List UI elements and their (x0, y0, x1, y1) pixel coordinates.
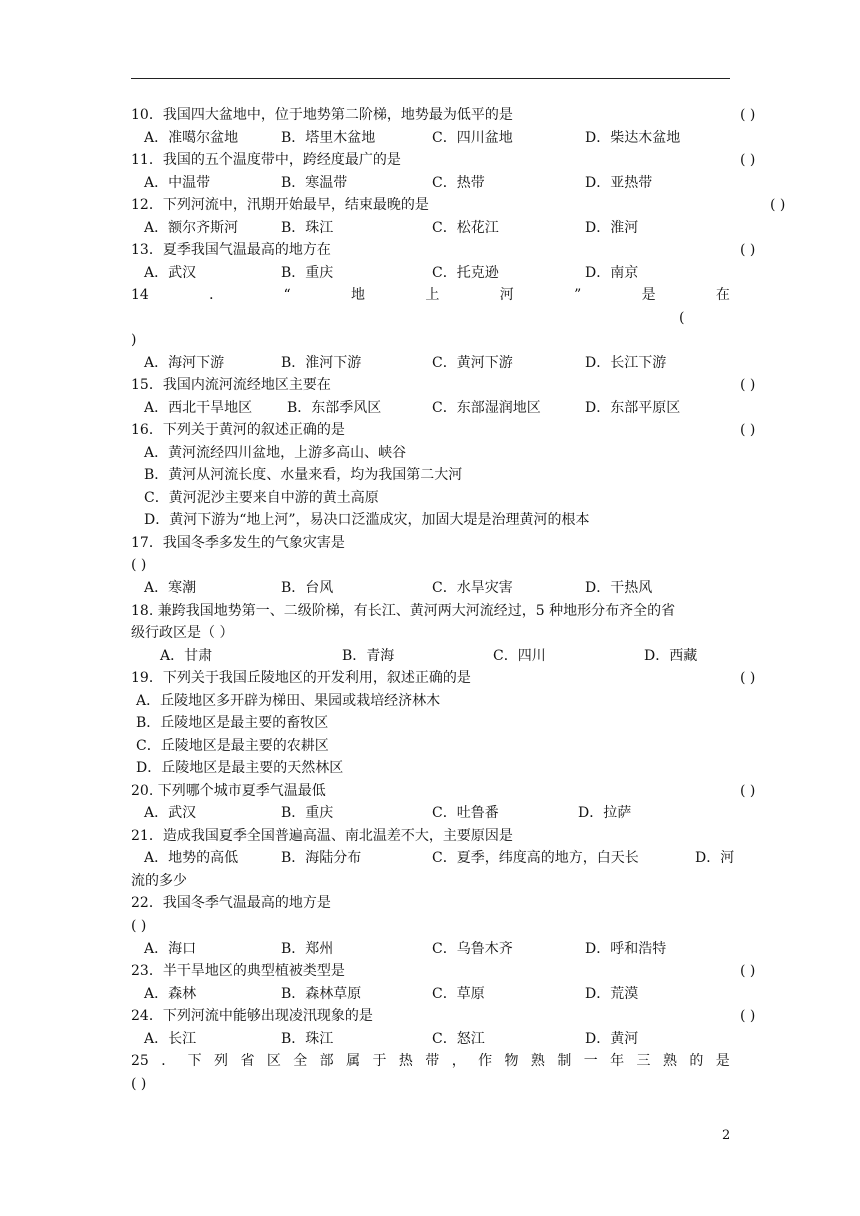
option-d: D．西藏 (644, 648, 698, 664)
question-23-stem: 23．半干旱地区的典型植被类型是 (131, 963, 345, 979)
question-19-stem: 19．下列关于我国丘陵地区的开发利用，叙述正确的是 (131, 670, 471, 686)
question-11-stem: 11．我国的五个温度带中，跨经度最广的是 (131, 152, 401, 168)
question-23-options (131, 983, 731, 1005)
option-d: D．亚热带 (585, 175, 653, 191)
question-21-stem: 21．造成我国夏季全国普遍高温、南北温差不大，主要原因是 (131, 828, 513, 844)
option-d: D．荒漠 (585, 986, 639, 1002)
option-b: B．珠江 (281, 1031, 334, 1047)
option-a: A．西北干旱地区 (144, 400, 253, 416)
question-22-options (131, 938, 731, 960)
question-24-options (131, 1028, 731, 1050)
question-22-stem: 22．我国冬季气温最高的地方是 (131, 895, 331, 911)
option-b: B．海陆分布 (281, 850, 362, 866)
option-a: A．海河下游 (144, 355, 225, 371)
option-d: D．呼和浩特 (585, 941, 667, 957)
option-b: B．郑州 (281, 941, 334, 957)
question-10-options (131, 127, 731, 149)
option-c: C．黄河泥沙主要来自中游的黄土高原 (144, 490, 379, 506)
option-b: B．森林草原 (281, 986, 362, 1002)
option-c: C．四川 (493, 648, 546, 664)
option-b: B．黄河从河流长度、水量来看，均为我国第二大河 (144, 467, 463, 483)
question-12-options (131, 217, 731, 239)
option-c: C．东部湿润地区 (432, 400, 541, 416)
option-d: D．拉萨 (578, 805, 632, 821)
question-15-stem: 15．我国内流河流经地区主要在 (131, 377, 331, 393)
question-13-stem: 13．夏季我国气温最高的地方在 (131, 242, 331, 258)
answer-bracket-close: ) (131, 332, 137, 348)
question-12-stem: 12．下列河流中，汛期开始最早，结束最晚的是 (131, 197, 429, 213)
option-d-continued: 流的多少 (131, 873, 187, 889)
question-17-options (131, 577, 731, 599)
question-11-options (131, 172, 731, 194)
answer-bracket: ( ) (740, 783, 756, 799)
option-b: B．东部季风区 (287, 400, 382, 416)
option-a: A．武汉 (144, 805, 197, 821)
answer-bracket: ( ) (740, 107, 756, 123)
option-d: D．黄河 (585, 1031, 639, 1047)
question-18-stem-line2: 级行政区是（ ） (131, 625, 234, 641)
option-c: C．热带 (432, 175, 485, 191)
option-d: D．黄河下游为“地上河”，易决口泛滥成灾，加固大堤是治理黄河的根本 (144, 512, 590, 528)
option-b: B．淮河下游 (281, 355, 362, 371)
option-a: A．武汉 (144, 265, 197, 281)
header-rule (131, 78, 730, 79)
option-d: D．丘陵地区是最主要的天然林区 (136, 760, 344, 776)
question-20-options (131, 802, 731, 824)
option-d: D．淮河 (585, 220, 639, 236)
answer-bracket: ( ) (740, 422, 756, 438)
option-c: C．乌鲁木齐 (432, 941, 513, 957)
question-14-options (131, 352, 731, 374)
option-b: B．青海 (342, 648, 395, 664)
option-c: C．吐鲁番 (432, 805, 499, 821)
option-c: C．水旱灾害 (432, 580, 513, 596)
page-number: 2 (722, 1128, 731, 1143)
option-a: A．黄河流经四川盆地，上游多高山、峡谷 (144, 445, 407, 461)
option-c: C．夏季，纬度高的地方，白天长 (432, 850, 639, 866)
answer-bracket: ( ) (131, 918, 147, 934)
option-b: B．丘陵地区是最主要的畜牧区 (136, 715, 329, 731)
option-d: D．河 (695, 850, 735, 866)
option-c: C．四川盆地 (432, 130, 513, 146)
option-a: A．长江 (144, 1031, 197, 1047)
option-a: A．寒潮 (144, 580, 197, 596)
option-d: D．干热风 (585, 580, 653, 596)
answer-bracket: ( ) (740, 1008, 756, 1024)
question-18-options (131, 645, 731, 667)
option-a: A．中温带 (144, 175, 211, 191)
question-10-stem: 10．我国四大盆地中，位于地势第二阶梯，地势最为低平的是 (131, 107, 513, 123)
option-a: A．丘陵地区多开辟为梯田、果园或栽培经济林木 (136, 693, 441, 709)
question-20-stem: 20. 下列哪个城市夏季气温最低 (131, 783, 326, 799)
question-21-options (131, 847, 735, 869)
answer-bracket: ( ) (740, 670, 756, 686)
option-d: D．南京 (585, 265, 639, 281)
option-a: A．甘肃 (160, 648, 213, 664)
question-18-stem-line1: 18. 兼跨我国地势第一、二级阶梯，有长江、黄河两大河流经过，5 种地形分布齐全的省 (131, 603, 676, 619)
question-13-options (131, 262, 731, 284)
answer-bracket-open: ( (679, 310, 685, 326)
question-25-stem: 25 ． 下 列 省 区 全 部 属 于 热 带 ， 作 物 熟 制 一 年 三 熟 的 是 (131, 1053, 730, 1069)
option-a: A．准噶尔盆地 (144, 130, 239, 146)
option-b: B．塔里木盆地 (281, 130, 376, 146)
option-b: B．寒温带 (281, 175, 348, 191)
option-c: C．草原 (432, 986, 485, 1002)
option-d: D．东部平原区 (585, 400, 681, 416)
option-a: A．海口 (144, 941, 197, 957)
answer-bracket: ( ) (131, 1076, 147, 1092)
answer-bracket: ( ) (770, 197, 786, 213)
question-17-stem: 17．我国冬季多发生的气象灾害是 (131, 535, 345, 551)
option-c: C．托克逊 (432, 265, 499, 281)
question-14-stem: 14 ． “ 地 上 河 ” 是 在 (131, 287, 730, 303)
option-d: D．柴达木盆地 (585, 130, 681, 146)
option-a: A．地势的高低 (144, 850, 239, 866)
question-16-stem: 16．下列关于黄河的叙述正确的是 (131, 422, 345, 438)
option-b: B．珠江 (281, 220, 334, 236)
option-c: C．怒江 (432, 1031, 485, 1047)
answer-bracket: ( ) (740, 242, 756, 258)
answer-bracket: ( ) (740, 152, 756, 168)
option-d: D．长江下游 (585, 355, 667, 371)
option-b: B．重庆 (281, 805, 334, 821)
option-b: B．台风 (281, 580, 334, 596)
answer-bracket: ( ) (740, 963, 756, 979)
answer-bracket: ( ) (740, 377, 756, 393)
answer-bracket: ( ) (131, 557, 147, 573)
question-15-options (131, 397, 731, 419)
option-c: C．黄河下游 (432, 355, 513, 371)
option-c: C．丘陵地区是最主要的农耕区 (136, 738, 329, 754)
question-24-stem: 24．下列河流中能够出现凌汛现象的是 (131, 1008, 373, 1024)
option-c: C．松花江 (432, 220, 499, 236)
option-a: A．森林 (144, 986, 197, 1002)
option-a: A．额尔齐斯河 (144, 220, 239, 236)
option-b: B．重庆 (281, 265, 334, 281)
